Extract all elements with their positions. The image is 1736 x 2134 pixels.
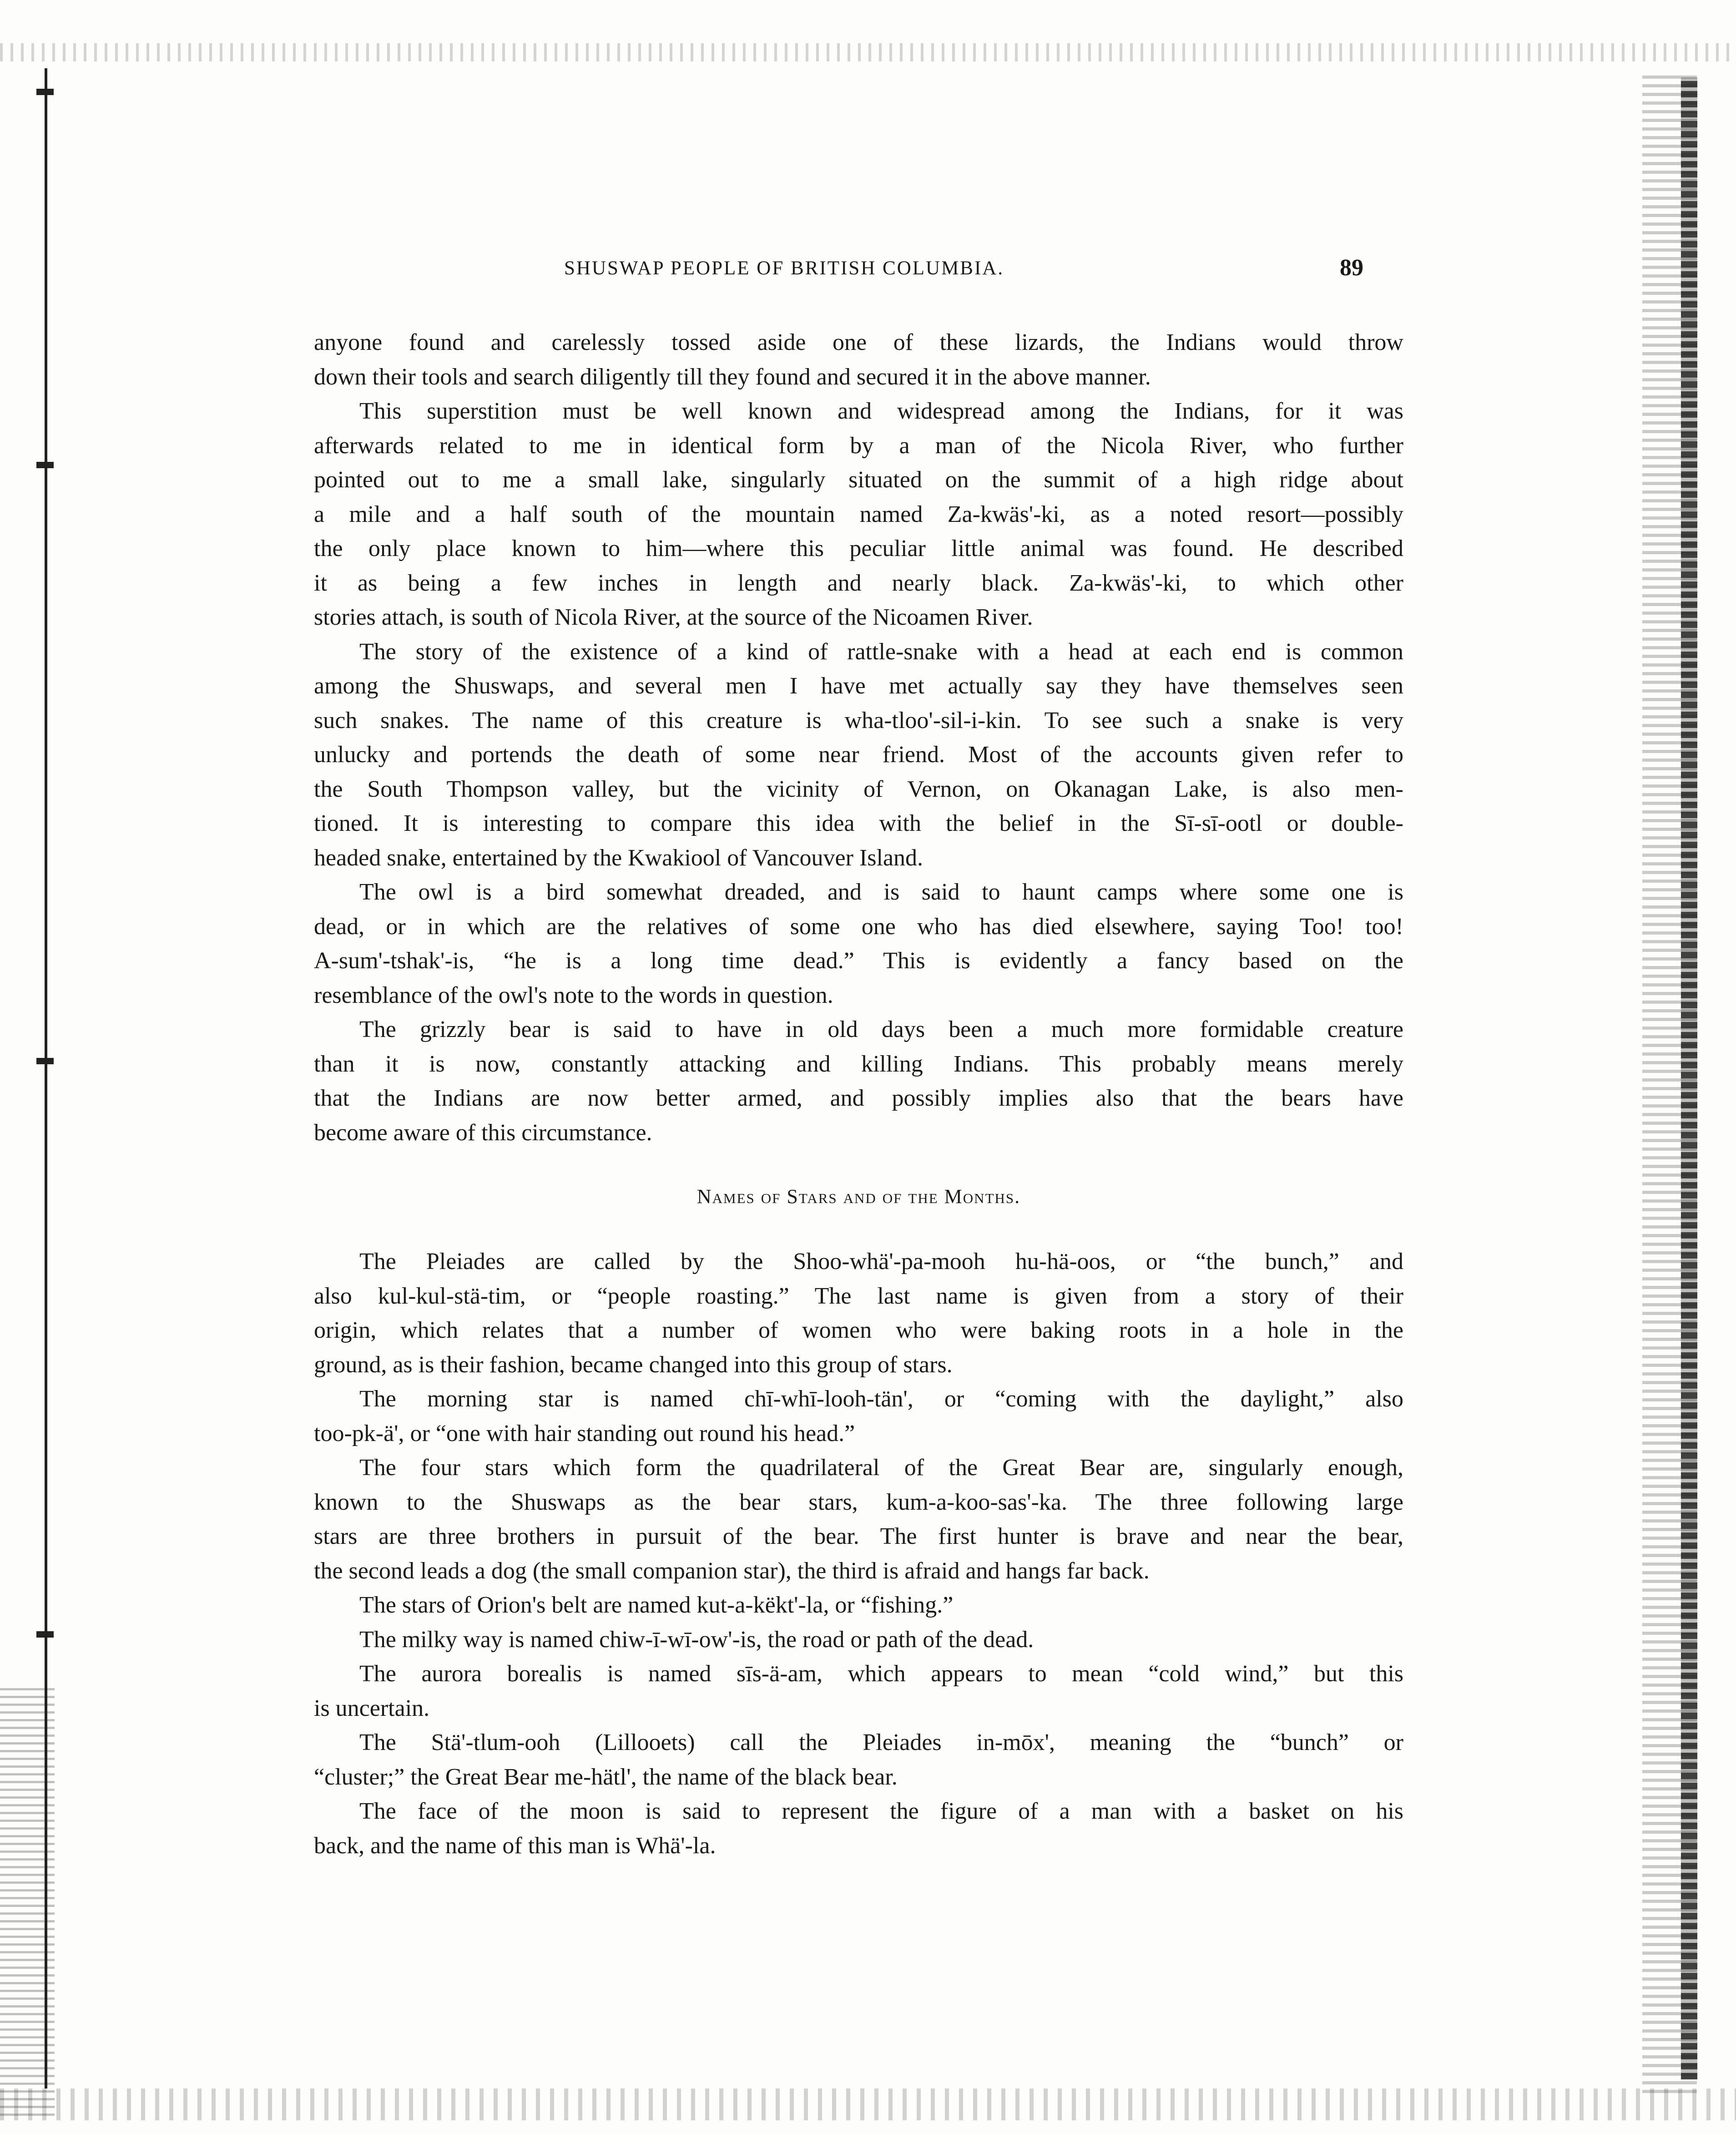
text-line: such snakes. The name of this creature is wha-tloo'-sil-i-kin. To see such a snake is very <box>314 707 1403 733</box>
text-line: anyone found and carelessly tossed aside one of these lizards, the Indians would throw <box>314 329 1403 355</box>
text-line: become aware of this circumstance. <box>314 1119 652 1146</box>
text-line: stars are three brothers in pursuit of the bear. The first hunter is brave and near the bear, <box>314 1523 1403 1549</box>
page-body <box>314 325 1403 1863</box>
text-line: that the Indians are now better armed, and possibly implies also that the bears have <box>314 1085 1403 1111</box>
page-number: 89 <box>1340 255 1363 281</box>
text-line: afterwards related to me in identical form by a man of the Nicola River, who further <box>314 432 1403 459</box>
text-line: than it is now, constantly attacking and killing Indians. This probably means merely <box>314 1051 1403 1077</box>
text-line: The milky way is named chiw-ī-wī-ow'-is, the road or path of the dead. <box>359 1626 1034 1653</box>
text-line: The four stars which form the quadrilateral of the Great Bear are, singularly enough, <box>359 1455 1403 1481</box>
scan-edge-bottom <box>0 2088 1736 2120</box>
text-line: ground, as is their fashion, became changed into this group of stars. <box>314 1351 953 1378</box>
text-line: a mile and a half south of the mountain named Za-kwäs'-ki, as a noted resort—possibly <box>314 501 1403 527</box>
text-line: The aurora borealis is named sīs-ä-am, which appears to mean “cold wind,” but this <box>359 1661 1403 1687</box>
text-line: headed snake, entertained by the Kwakiool of Vancouver Island. <box>314 844 924 871</box>
text-line: is uncertain. <box>314 1695 430 1721</box>
text-line: The story of the existence of a kind of rattle-snake with a head at each end is common <box>359 638 1403 665</box>
text-line: the only place known to him—where this peculiar little animal was found. He described <box>314 536 1403 561</box>
running-header <box>314 257 1415 289</box>
scan-mark <box>36 1058 54 1064</box>
scan-mark <box>36 1631 54 1638</box>
text-line: The face of the moon is said to represent the figure of a man with a basket on his <box>359 1798 1403 1824</box>
scan-edge-left-spots <box>0 1684 55 2116</box>
text-line: A-sum'-tshak'-is, “he is a long time dead.” This is evidently a fancy based on the <box>314 948 1403 974</box>
text-line: This superstition must be well known and widespread among the Indians, for it was <box>359 398 1403 424</box>
text-line: “cluster;” the Great Bear me-hätl', the name of the black bear. <box>314 1764 898 1790</box>
text-line: back, and the name of this man is Whä'-la. <box>314 1832 716 1859</box>
scan-mark <box>36 89 54 95</box>
text-line: The grizzly bear is said to have in old days been a much more formidable creature <box>359 1016 1403 1042</box>
text-line: The Stä'-tlum-ooh (Lillooets) call the Pleiades in-mōx', meaning the “bunch” or <box>359 1729 1403 1755</box>
text-line: too-pk-ä', or “one with hair standing out round his head.” <box>314 1420 855 1446</box>
text-line: resemblance of the owl's note to the words in question. <box>314 982 833 1008</box>
text-line: also kul-kul-stä-tim, or “people roasting.” The last name is given from a story of their <box>314 1283 1403 1309</box>
text-line: it as being a few inches in length and nearly black. Za-kwäs'-ki, to which other <box>314 570 1403 596</box>
text-line: origin, which relates that a number of women who were baking roots in a hole in the <box>314 1317 1403 1343</box>
section-heading: Names of Stars and of the Months. <box>696 1185 1021 1208</box>
text-line: the South Thompson valley, but the vicinity of Vernon, on Okanagan Lake, is also men- <box>314 776 1403 802</box>
text-line: The Pleiades are called by the Shoo-whä'-pa-mooh hu-hä-oos, or “the bunch,” and <box>359 1249 1403 1274</box>
text-line: known to the Shuswaps as the bear stars, kum-a-koo-sas'-ka. The three following large <box>314 1489 1403 1515</box>
scan-edge-right-bar <box>1681 77 1697 2079</box>
text-line: unlucky and portends the death of some near friend. Most of the accounts given refer to <box>314 742 1403 768</box>
text-line: down their tools and search diligently till they found and secured it in the above manner. <box>314 364 1151 390</box>
text-line: the second leads a dog (the small companion star), the third is afraid and hangs far back. <box>314 1558 1150 1584</box>
text-line: The owl is a bird somewhat dreaded, and is said to haunt camps where some one is <box>359 879 1403 905</box>
text-line: The morning star is named chī-whī-looh-tän', or “coming with the daylight,” also <box>359 1386 1403 1412</box>
text-line: The stars of Orion's belt are named kut-a-këkt'-la, or “fishing.” <box>359 1592 954 1618</box>
text-line: among the Shuswaps, and several men I have met actually say they have themselves seen <box>314 673 1403 699</box>
scan-mark <box>36 462 54 468</box>
text-line: dead, or in which are the relatives of some one who has died elsewhere, saying Too! too! <box>314 913 1403 940</box>
text-line: tioned. It is interesting to compare this idea with the belief in the Sī-sī-ootl or double- <box>314 810 1403 836</box>
text-line: pointed out to me a small lake, singularly situated on the summit of a high ridge about <box>314 467 1403 493</box>
scan-edge-top <box>0 43 1736 61</box>
text-line: stories attach, is south of Nicola River, at the source of the Nicoamen River. <box>314 604 1033 630</box>
running-title: SHUSWAP PEOPLE OF BRITISH COLUMBIA. <box>564 258 1004 279</box>
